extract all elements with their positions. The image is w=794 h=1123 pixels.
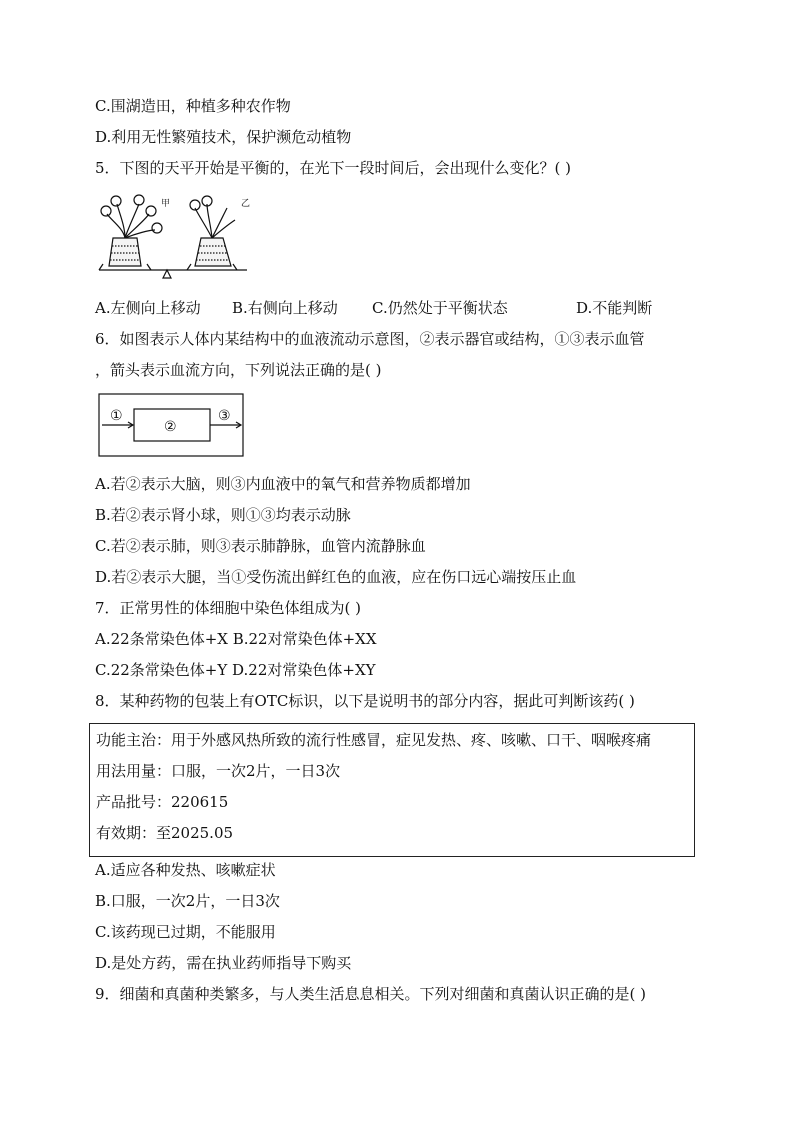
- q5-option-b: B.右侧向上移动: [232, 299, 338, 317]
- q8-option-b: B.口服，一次2片，一日3次: [95, 892, 280, 910]
- box-expiry: 有效期：至2025.05: [96, 824, 234, 842]
- box-dosage: 用法用量：口服，一次2片，一日3次: [96, 762, 341, 780]
- q4-option-c: C.围湖造田，种植多种农作物: [95, 97, 291, 115]
- figure-label-left: 甲: [161, 199, 171, 209]
- blood-flow-diagram: [98, 393, 244, 457]
- q8-stem: 8．某种药物的包装上有OTC标识，以下是说明书的部分内容，据此可判断该药( ): [95, 692, 635, 710]
- q6-stem-line1: 6．如图表示人体内某结构中的血液流动示意图，②表示器官或结构，①③表示血管: [95, 330, 645, 348]
- right-potted-plant: [187, 196, 237, 270]
- label-3: ③: [218, 408, 231, 424]
- balance-plant-figure: [95, 190, 255, 282]
- balance-beam: [99, 270, 247, 278]
- q6-option-c: C.若②表示肺，则③表示肺静脉，血管内流静脉血: [95, 537, 426, 555]
- box-batch-number: 产品批号：220615: [96, 793, 229, 811]
- q8-option-d: D.是处方药，需在执业药师指导下购买: [95, 954, 352, 972]
- q6-option-b: B.若②表示肾小球，则①③均表示动脉: [95, 506, 351, 524]
- q6-option-d: D.若②表示大腿，当①受伤流出鲜红色的血液，应在伤口远心端按压止血: [95, 568, 577, 586]
- q5-option-d: D.不能判断: [576, 299, 653, 317]
- left-potted-plant: [99, 195, 162, 270]
- label-1: ①: [110, 408, 123, 424]
- box-indications: 功能主治：用于外感风热所致的流行性感冒，症见发热、疼、咳嗽、口干、咽喉疼痛: [96, 731, 652, 749]
- medicine-label-box: [89, 723, 695, 857]
- q6-option-a: A.若②表示大脑，则③内血液中的氧气和营养物质都增加: [95, 475, 471, 493]
- q5-option-c: C.仍然处于平衡状态: [372, 299, 508, 317]
- figure-label-right: 乙: [241, 199, 251, 209]
- q9-stem: 9．细菌和真菌种类繁多，与人类生活息息相关。下列对细菌和真菌认识正确的是( ): [95, 985, 647, 1003]
- q7-stem: 7．正常男性的体细胞中染色体组成为( ): [95, 599, 362, 617]
- q5-stem: 5．下图的天平开始是平衡的，在光下一段时间后，会出现什么变化？( ): [95, 159, 572, 177]
- q8-option-c: C.该药现已过期，不能服用: [95, 923, 276, 941]
- label-2: ②: [164, 419, 177, 435]
- q6-stem-line2: ，箭头表示血流方向，下列说法正确的是( ): [95, 361, 382, 379]
- q7-options-line1: A.22条常染色体+X B.22对常染色体+XX: [95, 630, 377, 648]
- q8-option-a: A.适应各种发热、咳嗽症状: [95, 861, 276, 879]
- q5-option-a: A.左侧向上移动: [95, 299, 201, 317]
- q4-option-d: D.利用无性繁殖技术，保护濒危动植物: [95, 128, 352, 146]
- q7-options-line2: C.22条常染色体+Y D.22对常染色体+XY: [95, 661, 376, 679]
